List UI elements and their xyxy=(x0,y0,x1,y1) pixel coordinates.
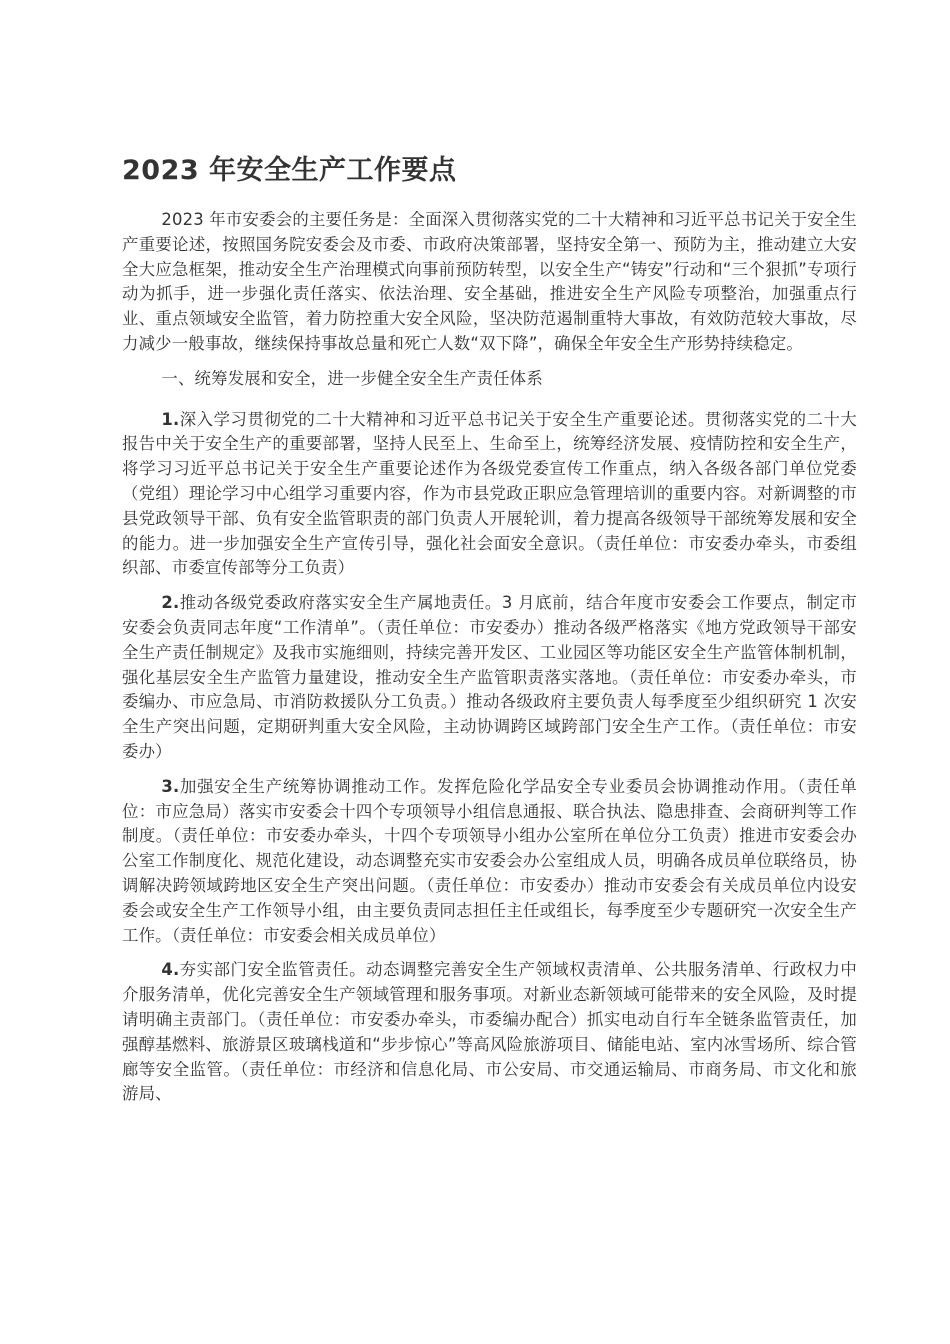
item-number: 1. xyxy=(161,409,180,429)
item-number: 2. xyxy=(161,593,180,613)
list-item xyxy=(122,591,857,765)
document-title: 2023 年安全生产工作要点 xyxy=(122,155,457,186)
section-heading: 一、统筹发展和安全，进一步健全安全生产责任体系 xyxy=(161,368,543,388)
list-item xyxy=(122,958,857,1107)
item-text: 夯实部门安全监管责任。动态调整完善安全生产领域权责清单、公共服务清单、行政权力中介服务清单，优化完善安全生产领域管理和服务事项。对新业态新领域可能带来的安全风险，及时提请明确主责部门。（责任单位：市安委办牵头，市委编办配合）抓实电动自行车全链条监管责任，加强醇基燃料、旅游景区玻璃栈道和“步步惊心”等高风险旅游项目、储能电站、室内冰雪场所、综合管廊等安全监管。（责任单位：市经济和信息化局、市公安局、市交通运输局、市商务局、市文化和旅游局、 xyxy=(122,960,857,1104)
item-text: 深入学习贯彻党的二十大精神和习近平总书记关于安全生产重要论述。贯彻落实党的二十大报告中关于安全生产的重要部署，坚持人民至上、生命至上，统筹经济发展、疫情防控和安全生产，将学习习近平总书记关于安全生产重要论述作为各级党委宣传工作重点，纳入各级各部门单位党委（党组）理论学习中心组学习重要内容，作为市县党政正职应急管理培训的重要内容。对新调整的市县党政领导干部、负有安全监管职责的部门负责人开展轮训，着力提高各级领导干部统筹发展和安全的能力。进一步加强安全生产宣传引导，强化社会面安全意识。（责任单位：市安委办牵头，市委组织部、市委宣传部等分工负责） xyxy=(122,409,857,578)
item-text: 加强安全生产统筹协调推动工作。发挥危险化学品安全专业委员会协调推动作用。（责任单位：市应急局）落实市安委会十四个专项领导小组信息通报、联合执法、隐患排查、会商研判等工作制度。（责任单位：市安委办牵头，十四个专项领导小组办公室所在单位分工负责）推进市安委会办公室工作制度化、规范化建设，动态调整充实市安委会办公室组成人员，明确各成员单位联络员，协调解决跨领域跨地区安全生产突出问题。（责任单位：市安委办）推动市安委会有关成员单位内设安委会或安全生产工作领导小组，由主要负责同志担任主任或组长，每季度至少专题研究一次安全生产工作。（责任单位：市安委会相关成员单位） xyxy=(122,776,857,945)
intro-paragraph: 2023 年市安委会的主要任务是：全面深入贯彻落实党的二十大精神和习近平总书记关于安全生产重要论述，按照国务院安委会及市委、市政府决策部署，坚持安全第一、预防为主，推动建立大安全大应急框架，推动安全生产治理模式向事前预防转型，以安全生产“铸安”行动和“三个狠抓”专项行动为抓手，进一步强化责任落实、依法治理、安全基础，推进安全生产风险专项整治，加强重点行业、重点领域安全监管，着力防控重大安全风险，坚决防范遏制重特大事故，有效防范较大事故，尽力减少一般事故，继续保持事故总量和死亡人数“双下降”，确保全年安全生产形势持续稳定。 xyxy=(122,210,857,353)
item-text: 推动各级党委政府落实安全生产属地责任。3 月底前，结合年度市安委会工作要点，制定市安委会负责同志年度“工作清单”。（责任单位：市安委办）推动各级严格落实《地方党政领导干部安全生产责任制规定》及我市实施细则，持续完善开发区、工业园区等功能区安全生产监管体制机制，强化基层安全生产监管力量建设，推动安全生产监管职责落实落地。（责任单位：市安委办牵头，市委编办、市应急局、市消防救援队分工负责。）推动各级政府主要负责人每季度至少组织研究 1 次安全生产突出问题，定期研判重大安全风险，主动协调跨区域跨部门安全生产工作。（责任单位：市安委办） xyxy=(122,593,857,761)
list-item xyxy=(122,775,857,949)
document-page xyxy=(122,150,857,1117)
item-number: 3. xyxy=(161,776,180,796)
list-item xyxy=(122,408,857,582)
item-number: 4. xyxy=(161,960,180,980)
